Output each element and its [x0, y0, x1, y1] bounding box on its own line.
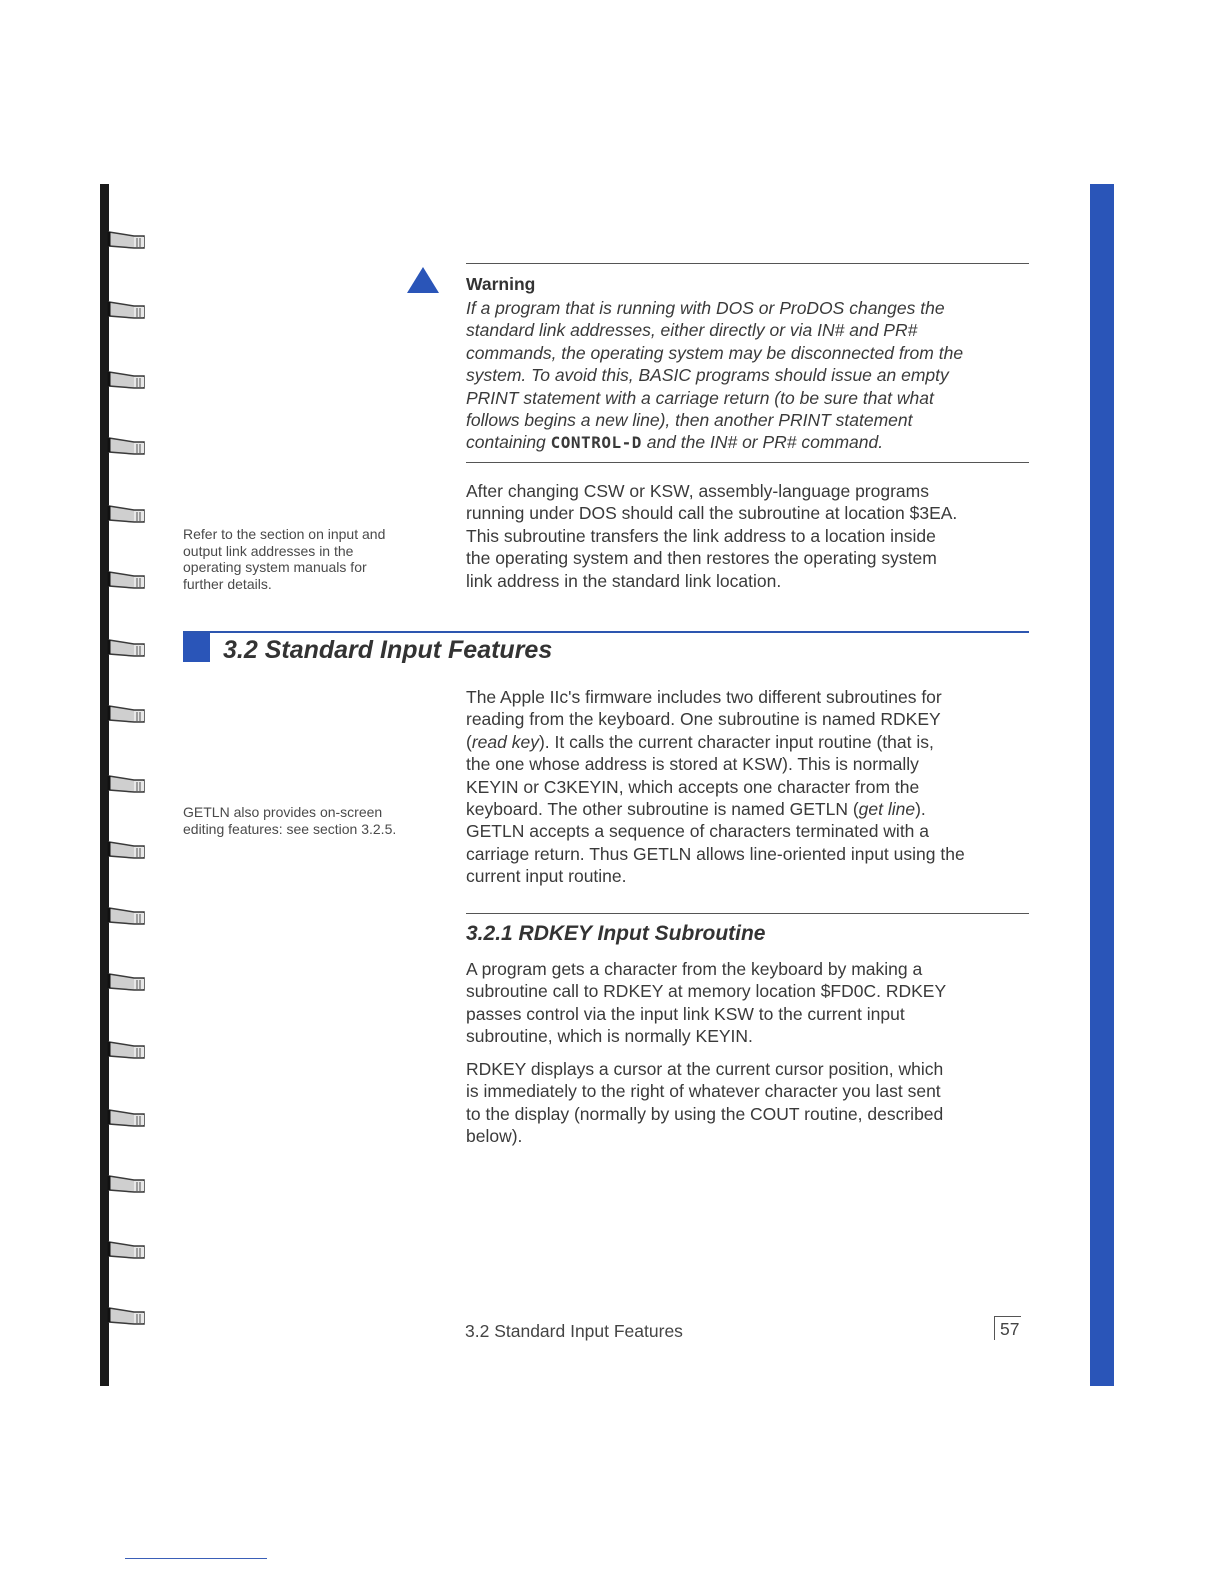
note-line: further details. [183, 575, 272, 592]
binding-coil [100, 902, 148, 928]
text-line: to the display (normally by using the COUT routine, described [466, 1103, 944, 1124]
bottom-edge-line [125, 1558, 267, 1559]
margin-note-getln [183, 804, 443, 837]
text-line: A program gets a character from the keyboard by making a [466, 959, 923, 979]
binding-coil [100, 226, 148, 252]
note-line: operating system manuals for [183, 559, 367, 576]
text-span: keyboard. The other subroutine is named GETLN ( [466, 799, 859, 820]
text-line: the one whose address is stored at KSW). This is normally [466, 754, 919, 775]
paragraph-rdkey-call [466, 958, 1046, 1048]
text-line [466, 798, 1046, 820]
text-line: link address in the standard link location. [466, 570, 782, 591]
section-rule [183, 631, 1029, 633]
warning-triangle-icon [406, 266, 440, 294]
text-span: ( [466, 731, 472, 752]
binding-coil [100, 566, 148, 592]
binding-coil [100, 700, 148, 726]
emphasis: get line [858, 799, 916, 820]
warning-line: follows begins a new line), then another PRINT statement [466, 410, 913, 431]
warning-line: commands, the operating system may be disconnected from the [466, 342, 964, 363]
blue-edge-tab [1090, 184, 1114, 1386]
text-line: KEYIN or C3KEYIN, which accepts one character from the [466, 776, 920, 797]
warning-text [466, 297, 1036, 455]
warning-line: system. To avoid this, BASIC programs should issue an empty [466, 365, 949, 386]
binding-coil [100, 836, 148, 862]
binding-coil [100, 1236, 148, 1262]
warning-title: Warning [466, 274, 536, 294]
note-line: output link addresses in the [183, 542, 354, 559]
text-line: the operating system and then restores the operating system [466, 548, 937, 569]
warning-line [466, 431, 1036, 454]
subsection-title: 3.2.1 RDKEY Input Subroutine [466, 922, 766, 945]
warning-line: PRINT statement with a carriage return (to be sure that what [466, 387, 934, 408]
section-marker-square [183, 633, 210, 662]
text-line: This subroutine transfers the link address to a location inside [466, 525, 936, 546]
text-line: After changing CSW or KSW, assembly-language programs [466, 481, 929, 501]
warning-bottom-rule [466, 462, 1029, 463]
text-line: The Apple IIc's firmware includes two different subroutines for [466, 687, 942, 707]
emphasis: read key [471, 731, 539, 752]
note-line: Refer to the section on input and [183, 526, 386, 542]
text-line: RDKEY displays a cursor at the current cursor position, which [466, 1059, 944, 1079]
warning-line: standard link addresses, either directly or via IN# and PR# [466, 320, 918, 341]
binding-coil [100, 500, 148, 526]
text-span: ). [915, 799, 926, 820]
text-line: subroutine, which is normally KEYIN. [466, 1026, 753, 1047]
text-line: GETLN accepts a sequence of characters terminated with a [466, 821, 930, 842]
warning-text-span: containing [466, 432, 551, 453]
text-line: subroutine call to RDKEY at memory location $FD0C. RDKEY [466, 981, 947, 1002]
text-span: ). It calls the current character input routine (that is, [538, 731, 934, 752]
text-line: carriage return. Thus GETLN allows line-oriented input using the [466, 843, 965, 864]
binding-coil [100, 432, 148, 458]
warning-line: If a program that is running with DOS or ProDOS changes the [466, 298, 945, 318]
warning-text-span: and the IN# or PR# command. [641, 432, 884, 453]
note-line: editing features: see section 3.2.5. [183, 820, 397, 837]
binding-coil [100, 296, 148, 322]
binding-coil [100, 366, 148, 392]
text-line: is immediately to the right of whatever character you last sent [466, 1081, 941, 1102]
binding-coil [100, 1302, 148, 1328]
binding-coil [100, 968, 148, 994]
paragraph-input-features [466, 686, 1046, 888]
page-number: 57 [994, 1316, 1021, 1340]
warning-block [466, 274, 1036, 455]
warning-top-rule [466, 263, 1029, 264]
paragraph-rdkey-cursor [466, 1058, 1046, 1148]
text-line: reading from the keyboard. One subroutine is named RDKEY [466, 709, 941, 730]
section-title: 3.2 Standard Input Features [223, 636, 553, 664]
binding-coil [100, 634, 148, 660]
text-line [466, 731, 1046, 753]
margin-note-link-addresses [183, 526, 443, 592]
text-line: below). [466, 1126, 523, 1147]
text-line: running under DOS should call the subroutine at location $3EA. [466, 503, 958, 524]
paragraph-link-addresses [466, 480, 1046, 592]
binding-coil [100, 1104, 148, 1130]
binding-coil [100, 1170, 148, 1196]
running-footer: 3.2 Standard Input Features [465, 1321, 683, 1341]
text-line: passes control via the input link KSW to the current input [466, 1003, 905, 1024]
text-line: current input routine. [466, 866, 627, 887]
note-line: GETLN also provides on-screen [183, 804, 383, 820]
binding-coil [100, 1036, 148, 1062]
binding-coil [100, 770, 148, 796]
subsection-rule [466, 913, 1029, 914]
control-d-code: CONTROL-D [550, 433, 642, 453]
